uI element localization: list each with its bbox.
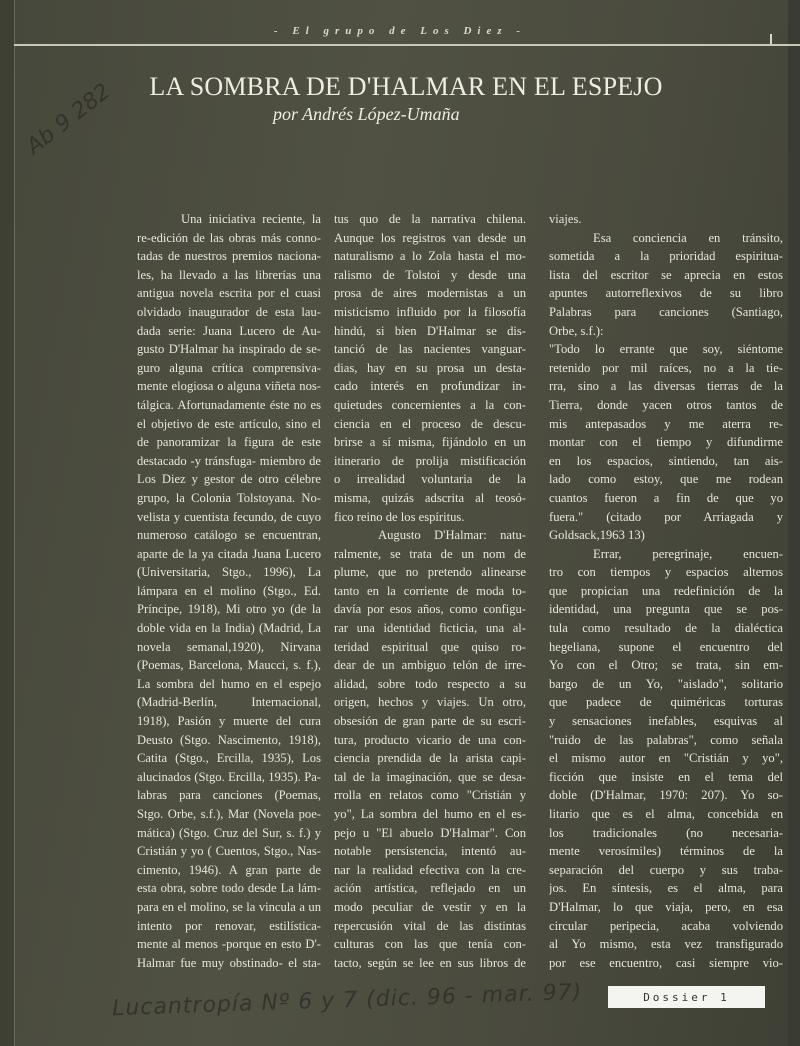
text-line: yo", La sombra del humo en el es- bbox=[334, 807, 526, 821]
text-line: cimento, 1946). A gran parte de bbox=[137, 862, 321, 877]
text-line: Catita (Stgo., Ercilla, 1935), Los bbox=[137, 751, 321, 766]
text-line: montar con el tiempo y difundirme bbox=[549, 435, 783, 450]
text-line: tula como resultado de la dialéctica bbox=[549, 621, 783, 636]
handwritten-source-note: Lucantropía Nº 6 y 7 (dic. 96 - mar. 97) bbox=[111, 979, 583, 1022]
handwritten-margin-note: Ab 9 282 bbox=[22, 79, 116, 160]
text-line: ralismo de Tolstoi y desde una bbox=[334, 267, 526, 282]
text-line: misticismo influido por la filosofía bbox=[334, 304, 526, 319]
text-line: misma, quizás adscrita al teosó- bbox=[334, 490, 526, 505]
text-line: retenido por mil raíces, no a la tie- bbox=[549, 360, 783, 375]
text-line: litario que es el alma, concebida en bbox=[549, 807, 783, 821]
text-line: mente elogiosa o alguna viñeta nos- bbox=[137, 379, 321, 394]
text-line: davía por esos años, como configu- bbox=[334, 602, 526, 617]
text-line: guro alguna crítica comprensiva- bbox=[137, 360, 321, 375]
text-column-3 bbox=[549, 210, 783, 972]
text-line: olvidado inaugurador de esta lau- bbox=[137, 304, 321, 319]
text-line: dear de un ambiguo telón de irre- bbox=[334, 658, 526, 673]
text-line: el objetivo de este artículo, sino el bbox=[137, 416, 321, 431]
text-line: ciencia prendida de la arista capi- bbox=[334, 751, 526, 766]
text-line: Augusto D'Halmar: natu- bbox=[378, 528, 526, 543]
text-line: "Todo lo errante que soy, siéntome bbox=[549, 342, 783, 357]
header-rule bbox=[14, 44, 800, 46]
text-line: modo peculiar de vestir y en la bbox=[334, 899, 526, 914]
text-line: el mismo autor en "Cristián y yo", bbox=[549, 751, 783, 766]
text-line: teridad espiritual que quiso ro- bbox=[334, 639, 526, 654]
text-line: por ese encuentro, casi siempre vio- bbox=[549, 955, 783, 970]
text-line: quietudes concernientes a la con- bbox=[334, 397, 526, 412]
text-line: destacado -y tránsfuga- miembro de bbox=[137, 453, 321, 468]
text-line: 1918), Pasión y muerte del cura bbox=[137, 714, 321, 729]
text-line: Una iniciativa reciente, la bbox=[181, 212, 321, 226]
text-line: y sensaciones inefables, esquivas al bbox=[549, 714, 783, 729]
text-line: Palabras para canciones (Santiago, bbox=[549, 304, 783, 319]
text-line: esta obra, sobre todo desde La lám- bbox=[137, 881, 321, 896]
text-line: culturas con las que tenía con- bbox=[334, 937, 526, 952]
running-head: - El grupo de Los Diez - bbox=[273, 25, 527, 37]
text-line: fico reino de los espíritus. bbox=[334, 509, 465, 524]
text-line: Príncipe, 1918), Mi otro yo (de la bbox=[137, 602, 321, 617]
text-line: gusto D'Halmar ha inspirado de se- bbox=[137, 342, 321, 357]
text-line: ralmente, se trata de un nom de bbox=[334, 546, 526, 561]
text-line: de panoramizar la figura de este bbox=[137, 435, 321, 450]
text-line: que padece de quiméricas torturas bbox=[549, 695, 783, 710]
text-line: intento por renovar, estilística- bbox=[137, 918, 321, 933]
text-line: lista del escritor se aprecia en estos bbox=[549, 267, 783, 282]
text-line: tálgica. Afortunadamente éste no es bbox=[137, 397, 321, 412]
text-line: Esa conciencia en tránsito, bbox=[593, 230, 783, 245]
text-line: mente al menos -porque en esto D'- bbox=[137, 937, 321, 952]
text-line: (Universitaria, Stgo., 1996), La bbox=[137, 565, 321, 580]
text-line: mática) (Stgo. Cruz del Sur, s. f.) y bbox=[137, 825, 321, 840]
text-line: bargo de un Yo, "aislado", solitario bbox=[549, 676, 783, 691]
text-line: circular peripecia, acaba volviendo bbox=[549, 918, 783, 933]
text-line: lámpara en el molino (Stgo., Ed. bbox=[137, 583, 321, 598]
text-line: separación del cuerpo y sus traba- bbox=[549, 862, 783, 877]
text-line: origen, hechos y viajes. Un otro, bbox=[334, 695, 526, 710]
text-line: numeroso catálogo se encuentran, bbox=[137, 528, 321, 543]
text-line: aparte de la ya citada Juana Lucero bbox=[137, 546, 321, 561]
text-line: ciencia en el proceso de descu- bbox=[334, 416, 526, 431]
page-edge-left bbox=[0, 0, 15, 1046]
text-line: nar la realidad efectiva con la cre- bbox=[334, 862, 526, 877]
text-column-2 bbox=[334, 210, 526, 972]
text-line: hegeliana, supone el encuentro del bbox=[549, 639, 783, 654]
text-line: viajes. bbox=[549, 212, 582, 226]
text-line: doble (D'Halmar, 1970: 207). Yo so- bbox=[549, 788, 783, 803]
text-line: cuantos fueron a fin de que yo bbox=[549, 490, 783, 505]
text-line: brirse a sí misma, fijándolo en un bbox=[334, 435, 526, 450]
text-line: notable persistencia, intentó au- bbox=[334, 844, 526, 859]
text-line: rrolla en relatos como "Cristián y bbox=[334, 788, 526, 803]
text-line: "ruido de las palabras", como señala bbox=[549, 732, 783, 747]
text-line: ación artística, reflejado en un bbox=[334, 881, 526, 896]
text-line: La sombra del humo en el espejo bbox=[137, 676, 321, 691]
text-line: velista y cuentista fecundo, de cuyo bbox=[137, 509, 321, 524]
text-line: repercusión vital de las distintas bbox=[334, 918, 526, 933]
text-line: hindú, si bien D'Halmar se dis- bbox=[334, 323, 526, 338]
text-line: re-edición de las obras más conno- bbox=[137, 230, 321, 245]
text-line: los tradicionales (no necesaria- bbox=[549, 825, 783, 840]
text-line: Goldsack,1963 13) bbox=[549, 528, 645, 543]
text-line: Errar, peregrinaje, encuen- bbox=[593, 546, 783, 561]
text-line: tanto en la corriente de moda to- bbox=[334, 583, 526, 598]
text-line: para en el molino, se la vincula a un bbox=[137, 899, 321, 914]
text-line: o irrealidad voluntaria de la bbox=[334, 472, 526, 487]
text-line: obsesión de gran parte de su escri- bbox=[334, 714, 526, 729]
text-line: que propician una redefinición de la bbox=[549, 583, 783, 598]
text-line: alucinados (Stgo. Ercilla, 1935). Pa- bbox=[137, 769, 321, 784]
page-edge-right bbox=[788, 0, 800, 1046]
text-line: rra, sino a las diversas tierras de la bbox=[549, 379, 783, 394]
text-line: (Poemas, Barcelona, Maucci, s. f.), bbox=[137, 658, 321, 673]
text-line: (Madrid-Berlín, Internacional, bbox=[137, 695, 321, 710]
text-line: les, ha llevado a las librerías una bbox=[137, 267, 321, 282]
text-line: labras para canciones (Poemas, bbox=[137, 788, 321, 803]
text-line: plume, que no pretendo alinearse bbox=[334, 565, 526, 580]
text-line: cado interés en profundizar in- bbox=[334, 379, 526, 394]
text-line: mis antepasados y me aterra re- bbox=[549, 416, 783, 431]
text-line: D'Halmar, lo que viaja, pero, en esa bbox=[549, 899, 783, 914]
text-line: naturalismo a lo Zola hasta el mo- bbox=[334, 249, 526, 264]
text-line: al Yo mismo, esta vez transfigurado bbox=[549, 937, 783, 952]
text-line: antigua novela escrita por el cuasi bbox=[137, 286, 321, 301]
text-line: grupo, la Colonia Tolstoyana. No- bbox=[137, 490, 321, 505]
text-line: apuntes autorreflexivos de su libro bbox=[549, 286, 783, 301]
text-line: novela semanal,1920), Nirvana bbox=[137, 639, 321, 654]
text-line: dada serie: Juana Lucero de Au- bbox=[137, 323, 321, 338]
footer-section-label: Dossier 1 bbox=[608, 986, 765, 1008]
text-line: fuera." (citado por Arriagada y bbox=[549, 509, 783, 524]
text-line: Stgo. Orbe, s.f.), Mar (Novela poe- bbox=[137, 807, 321, 821]
text-line: mente verosímiles) términos de la bbox=[549, 844, 783, 859]
text-line: tus quo de la narrativa chilena. bbox=[334, 212, 526, 226]
text-line: rar una identidad ficticia, una al- bbox=[334, 621, 526, 636]
article-title: LA SOMBRA DE D'HALMAR EN EL ESPEJO bbox=[149, 72, 663, 101]
text-line: tadas de nuestros premios naciona- bbox=[137, 249, 321, 264]
text-line: pejo u "El abuelo D'Halmar". Con bbox=[334, 825, 526, 840]
text-line: Cristián y yo ( Cuentos, Stgo., Nas- bbox=[137, 844, 321, 859]
text-line: doble vida en la India) (Madrid, La bbox=[137, 621, 321, 636]
text-line: jos. En síntesis, es el alma, para bbox=[549, 881, 783, 896]
text-line: Halmar fue muy obstinado- el sta- bbox=[137, 955, 321, 970]
text-line: tanció de las nacientes vanguar- bbox=[334, 342, 526, 357]
text-line: en los espacios, sintiendo, tan ais- bbox=[549, 453, 783, 468]
text-line: Yo con el Otro; se trata, sin em- bbox=[549, 658, 783, 673]
text-line: tura, producto vicario de una con- bbox=[334, 732, 526, 747]
text-line: identidad, una pregunta que se pos- bbox=[549, 602, 783, 617]
text-line: Tierra, donde yacen otros tantos de bbox=[549, 397, 783, 412]
text-line: prosa de aires modernistas a un bbox=[334, 286, 526, 301]
text-line: lado como estoy, que me rodean bbox=[549, 472, 783, 487]
text-line: sometida a la prioridad espiritua- bbox=[549, 249, 783, 264]
article-byline: por Andrés López-Umaña bbox=[273, 104, 460, 124]
text-line: Orbe, s.f.): bbox=[549, 323, 604, 338]
text-line: Deusto (Stgo. Nascimento, 1918), bbox=[137, 732, 321, 747]
text-line: alidad, sobre todo respecto a su bbox=[334, 676, 526, 691]
text-line: tro con tiempos y espacios alternos bbox=[549, 565, 783, 580]
text-line: tacto, según se lee en sus libros de bbox=[334, 955, 526, 970]
text-line: tal de la imaginación, que se desa- bbox=[334, 769, 526, 784]
text-column-1 bbox=[137, 210, 321, 972]
text-line: ficción que insiste en el tema del bbox=[549, 769, 783, 784]
text-line: dias, hay en su prosa un desta- bbox=[334, 360, 526, 375]
text-line: itinerario de prolija mistificación bbox=[334, 453, 526, 468]
text-line: Aunque los registros van desde un bbox=[334, 230, 526, 245]
text-line: Los Diez y gestor de otro célebre bbox=[137, 472, 321, 487]
